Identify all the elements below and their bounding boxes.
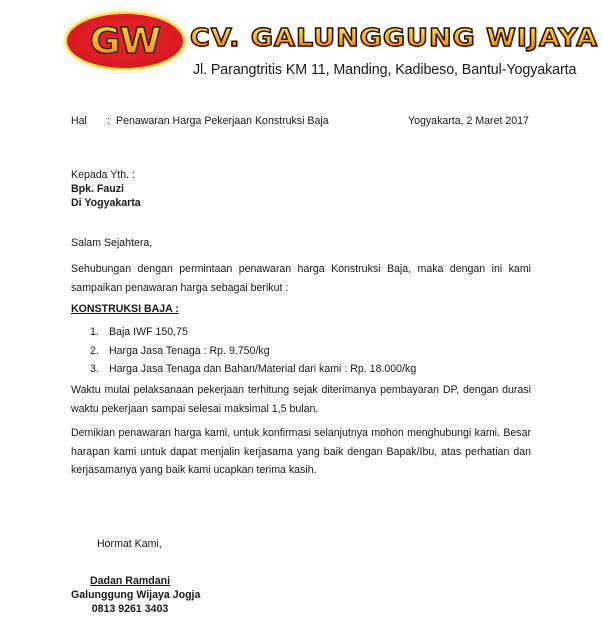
intro-paragraph: Sehubungan dengan permintaan penawaran harga Konstruksi Baja, maka dengan ini kami sampaikan penawaran harga sebagai berikut : bbox=[71, 263, 531, 294]
recipient-location: Di Yogyakarta bbox=[71, 197, 141, 209]
recipient-name: Bpk. Fauzi bbox=[71, 183, 124, 195]
signature-block bbox=[71, 574, 201, 616]
price-list bbox=[90, 323, 416, 379]
section-title: KONSTRUKSI BAJA : bbox=[71, 303, 179, 315]
place-date: Yogyakarta, 2 Maret 2017 bbox=[408, 115, 529, 127]
list-item bbox=[90, 360, 416, 379]
subject-text: Penawaran Harga Pekerjaan Konstruksi Baja bbox=[116, 115, 329, 127]
subject-label: Hal bbox=[71, 115, 87, 127]
company-address: Jl. Parangtritis KM 11, Manding, Kadibeso, Bantul-Yogyakarta bbox=[193, 62, 577, 78]
recipient-salutation: Kepada Yth. : bbox=[71, 169, 136, 181]
list-text: Harga Jasa Tenaga dan Bahan/Material dari kami : Rp. 18.000/kg bbox=[109, 363, 417, 375]
list-number: 2. bbox=[90, 344, 99, 357]
closing-paragraph: Demikian penawaran harga kami, untuk konfirmasi selanjutnya mohon menghubungi kami. Besar harapan kami untuk dapat menjalin kerjasama yang baik dengan Bapak/Ibu, atas perhatian dan kerjasamanya yang baik kami ucapkan terima kasih. bbox=[71, 427, 531, 476]
list-item bbox=[90, 323, 416, 342]
timeline-paragraph: Waktu mulai pelaksanaan pekerjaan terhitung sejak diterimanya pembayaran DP, dengan durasi waktu pekerjaan sampai selesai maksimal 1,5 bulan. bbox=[71, 384, 531, 415]
signer-phone: 0813 9261 3403 bbox=[91, 603, 169, 615]
signer-company: Galunggung Wijaya Jogja bbox=[71, 589, 201, 601]
list-number: 1. bbox=[90, 326, 99, 338]
list-text: Harga Jasa Tenaga : Rp. 9.750/kg bbox=[109, 344, 270, 357]
list-text: Baja IWF 150,75 bbox=[109, 326, 188, 338]
closing-salutation: Hormat Kami, bbox=[97, 538, 162, 550]
greeting: Salam Sejahtera, bbox=[71, 237, 153, 249]
subject-separator: : bbox=[107, 115, 110, 127]
company-name: CV. GALUNGGUNG WIJAYA bbox=[190, 24, 599, 53]
logo-initials: GW bbox=[64, 14, 186, 68]
list-item bbox=[90, 342, 416, 361]
list-number: 3. bbox=[90, 363, 99, 375]
signer-name: Dadan Ramdani bbox=[89, 575, 171, 587]
